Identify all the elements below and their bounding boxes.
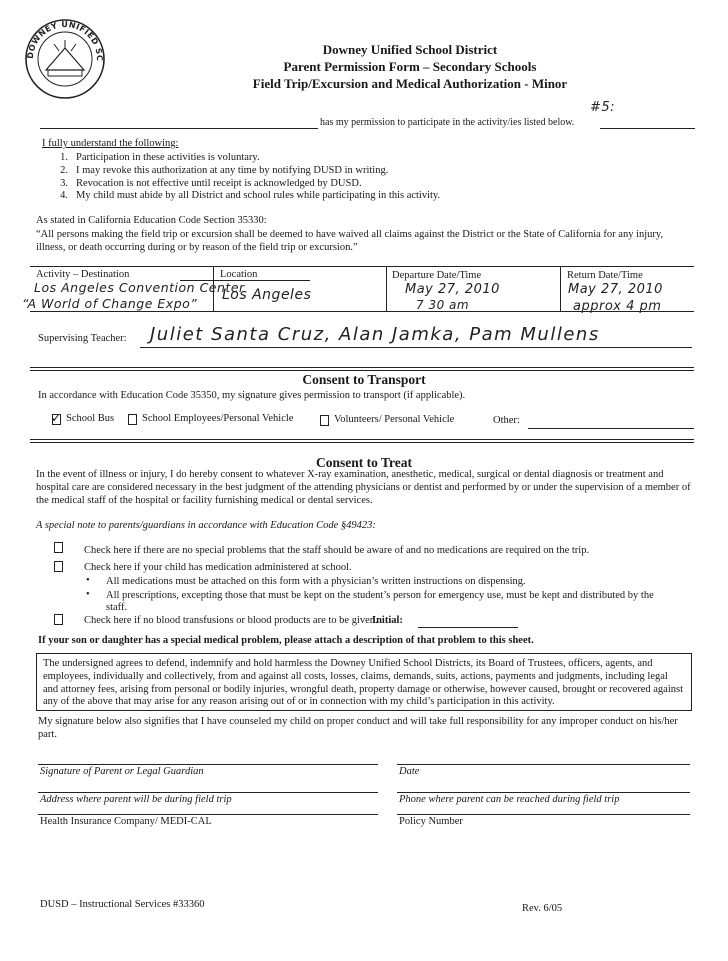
indemnify-box [36, 653, 692, 711]
understand-item [42, 152, 682, 165]
item-number: 3. [60, 177, 68, 189]
other-label: Other: [493, 415, 520, 426]
signature-line[interactable] [38, 764, 378, 765]
policy-label: Policy Number [399, 816, 463, 827]
district-name: Downey Unified School District [322, 42, 498, 57]
other-field[interactable] [528, 428, 694, 429]
corner-mark: #5: [590, 100, 616, 115]
opt-volunteer[interactable] [320, 414, 454, 427]
treat-text: In the event of illness or injury, I do hereby consent to whatever X-ray examination, anesthetic, medical, surgical or dental diagnosis or treatment and hospital care are considered necessary in the best judgment of the attending physicians or dentist and performed by or under the supervision of a member of the medical staff of the hospital or facility furnishing medical or dental services. [36, 469, 691, 506]
check1-text: Check here if there are no special problems that the staff should be aware of and no medications are required on the trip. [84, 545, 590, 556]
activity-value-1[interactable]: Los Angeles Convention Center [34, 280, 245, 295]
medical-problem-note: If your son or daughter has a special medical problem, please attach a description of that problem to this sheet. [38, 635, 534, 646]
initial-label: Initial: [372, 615, 403, 626]
supervising-label: Supervising Teacher: [38, 333, 127, 344]
treat-heading: Consent to Treat [316, 455, 412, 470]
section-rule [30, 439, 694, 440]
opt-employee-label: School Employees/Personal Vehicle [142, 413, 294, 424]
item-text: Participation in these activities is voluntary. [76, 152, 260, 163]
understand-item [42, 190, 682, 203]
permission-text: has my permission to participate in the activity/ies listed below. [320, 117, 575, 128]
section-rule [30, 442, 694, 443]
insurance-label: Health Insurance Company/ MEDI-CAL [40, 816, 212, 827]
insurance-line[interactable] [38, 814, 378, 815]
form-title: Parent Permission Form – Secondary Schools [283, 59, 537, 74]
indemnify-text: The undersigned agrees to defend, indemnify and hold harmless the Downey Unified School Districts, its Board of Trustees, officers, agents, and employees, individually and collectively, from and against all costs, losses, claims, demands, suits, actions, payments and judgments, including legal and attorney fees, arising from personal or bodily injuries, wrongful death, property damage or otherwise, however caused, brought or recovered against any of the above that may arise for any reason arising out of or in connection with my child’s participation in this activity. [43, 658, 683, 708]
understand-item [42, 165, 682, 178]
check2-text: Check here if your child has medication administered at school. [84, 562, 352, 573]
col-location: Location [220, 269, 258, 280]
item-number: 1. [60, 152, 68, 163]
understand-item [42, 178, 682, 191]
table-divider [560, 267, 561, 311]
check3-text: Check here if no blood transfusions or blood products are to be given. [84, 615, 378, 626]
transport-heading: Consent to Transport [302, 372, 426, 387]
return-date-value[interactable]: May 27, 2010 [568, 282, 663, 297]
item-text: Revocation is not effective until receipt is acknowledged by DUSD. [76, 177, 362, 189]
address-line[interactable] [38, 792, 378, 793]
understand-heading: I fully understand the following: [42, 138, 179, 149]
activity-value-2[interactable]: “A World of Change Expo” [22, 296, 198, 311]
date-line[interactable] [397, 764, 690, 765]
student-name-line[interactable] [40, 128, 318, 129]
col-return: Return Date/Time [567, 270, 643, 281]
bullet1-text: All medications must be attached on this form with a physician’s written instructions on dispensing. [106, 576, 526, 587]
form-subtitle: Field Trip/Excursion and Medical Authorization - Minor [252, 76, 568, 91]
initial-field[interactable] [418, 627, 518, 628]
check-mark-icon: ✓ [51, 410, 62, 425]
signature-label: Signature of Parent or Legal Guardian [40, 766, 204, 777]
opt-bus[interactable] [51, 410, 115, 426]
special-note: A special note to parents/guardians in accordance with Education Code §49423: [36, 520, 376, 531]
section-rule [30, 370, 694, 371]
opt-volunteer-label: Volunteers/ Personal Vehicle [334, 414, 455, 425]
signature-note: My signature below also signifies that I have counseled my child on proper conduct and will take full responsibility for any improper conduct on his/her part. [38, 716, 678, 740]
volunteer-checkbox[interactable] [320, 415, 329, 426]
opt-employee[interactable] [128, 413, 293, 426]
no-problems-checkbox[interactable] [54, 542, 63, 553]
understand-list [42, 152, 682, 203]
transport-text: In accordance with Education Code 35350, my signature gives permission to transport (if applicable). [38, 390, 466, 401]
col-departure: Departure Date/Time [392, 270, 482, 281]
seal-text: DOWNEY UNIFIED SC [25, 19, 105, 62]
departure-date-value[interactable]: May 27, 2010 [405, 282, 500, 297]
return-time-value[interactable]: approx 4 pm [573, 299, 662, 314]
supervising-value[interactable]: Juliet Santa Cruz, Alan Jamka, Pam Mullens [150, 324, 600, 345]
departure-time-value[interactable]: 7 30 am [416, 298, 470, 312]
bullet2-text: All prescriptions, excepting those that must be kept on the student’s person for emergency use, must be kept and distributed by the [106, 590, 654, 601]
bus-checkbox[interactable] [51, 410, 62, 425]
address-label: Address where parent will be during field trip [40, 794, 232, 805]
permission-line-tail [600, 128, 695, 129]
item-text: I may revoke this authorization at any time by notifying DUSD in writing. [76, 164, 389, 176]
policy-line[interactable] [397, 814, 690, 815]
bullet-icon: • [86, 589, 90, 600]
date-label: Date [399, 766, 420, 777]
footer-left: DUSD – Instructional Services #33360 [40, 899, 205, 910]
ed-code-intro: As stated in California Education Code Section 35330: [36, 215, 267, 226]
footer-right: Rev. 6/05 [522, 903, 563, 914]
ed-code-quote: “All persons making the field trip or excursion shall be deemed to have waived all claims against the District or the State of California for any injury, illness, or death occurring during or by reason of the field trip or excursion.” [36, 229, 664, 253]
no-blood-checkbox[interactable] [54, 614, 63, 625]
bullet-icon: • [86, 575, 90, 586]
employee-checkbox[interactable] [128, 414, 137, 425]
bullet2-text-cont: staff. [106, 602, 128, 613]
item-text: My child must abide by all District and school rules while participating in this activity. [76, 190, 441, 202]
supervising-line [140, 347, 692, 348]
col-activity: Activity – Destination [36, 269, 130, 280]
item-number: 2. [60, 164, 68, 176]
medication-checkbox[interactable] [54, 561, 63, 572]
location-value[interactable]: Los Angeles [222, 287, 312, 303]
phone-line[interactable] [397, 792, 690, 793]
table-divider [386, 267, 387, 311]
district-seal [24, 18, 106, 100]
section-rule [30, 367, 694, 368]
phone-label: Phone where parent can be reached during field trip [399, 794, 620, 805]
opt-bus-label: School Bus [66, 413, 115, 424]
item-number: 4. [60, 190, 68, 202]
